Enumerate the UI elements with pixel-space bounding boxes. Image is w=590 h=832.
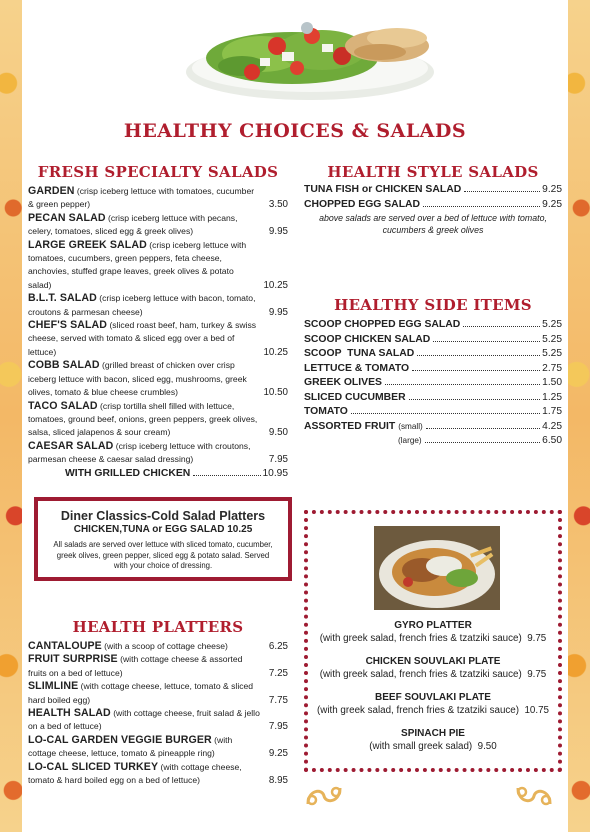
- greek-plates-box: [304, 510, 562, 772]
- dot-leader: [385, 384, 540, 385]
- menu-item: [28, 292, 288, 319]
- item-desc: (with cottage cheese & assorted fruits on a bed of lettuce): [28, 654, 243, 678]
- health-style-title: HEALTH STYLE SALADS: [327, 163, 539, 181]
- item-price: 9.50: [477, 740, 497, 752]
- health-platters-title: HEALTH PLATTERS: [72, 618, 244, 636]
- item-price: 8.95: [268, 775, 288, 787]
- item-price: 1.75: [542, 406, 562, 417]
- item-name: GREEK OLIVES: [304, 377, 382, 388]
- item-desc: (with greek salad, french fries & tzatziki sauce): [319, 632, 522, 644]
- item-name: SLICED CUCUMBER: [304, 391, 406, 403]
- item-name: GYRO PLATTER: [394, 620, 472, 631]
- item-price: 9.25: [542, 198, 562, 210]
- item-price: 7.95: [268, 454, 288, 466]
- item-desc: (crisp iceberg lettuce with pecans, celery, tomatoes, sliced egg & greek olives): [28, 212, 238, 237]
- item-name: TACO SALAD: [28, 399, 98, 412]
- greek-plate-item: [308, 692, 558, 717]
- dot-leader: [417, 355, 540, 356]
- item-price: 2.75: [542, 362, 562, 374]
- classics-title: Diner Classics-Cold Salad Platters: [60, 509, 266, 523]
- menu-item: [304, 405, 562, 420]
- dot-leader: [412, 370, 540, 371]
- item-desc: (crisp iceberg lettuce with tomatoes, cucumbers, green peppers, feta cheese, anchovies, stuffed grape leaves, greek olives & potato salad): [28, 239, 247, 290]
- menu-item: [28, 707, 288, 734]
- item-price: 1.50: [542, 377, 562, 388]
- item-price: 6.50: [542, 435, 562, 446]
- side-items-title: HEALTHY SIDE ITEMS: [334, 296, 532, 314]
- diner-classics-box: [34, 497, 292, 581]
- menu-item: [304, 198, 562, 213]
- menu-item: [304, 333, 562, 348]
- menu-item: [28, 359, 288, 399]
- menu-item: [304, 434, 562, 449]
- item-price: 10.25: [263, 346, 288, 358]
- dot-leader: [433, 341, 540, 342]
- item-name: SPINACH PIE: [401, 728, 465, 739]
- health-platters-section: [28, 618, 288, 787]
- item-price: 9.25: [268, 748, 288, 760]
- item-name: FRUIT SURPRISE: [28, 653, 118, 666]
- item-desc: (with greek salad, french fries & tzatziki sauce): [317, 704, 520, 716]
- menu-item: [28, 319, 288, 359]
- item-name: TOMATO: [304, 406, 348, 417]
- side-items-section: [304, 296, 562, 449]
- item-name: SLIMLINE: [28, 680, 79, 693]
- item-price: 5.25: [542, 333, 562, 345]
- item-price: 9.25: [542, 184, 562, 195]
- item-price: 5.25: [542, 348, 562, 359]
- item-name: B.L.T. SALAD: [28, 292, 97, 305]
- item-name: LO-CAL SLICED TURKEY: [28, 760, 159, 773]
- item-price: 10.25: [263, 279, 288, 291]
- item-price: 6.25: [268, 641, 288, 652]
- item-desc: (with a scoop of cottage cheese): [101, 641, 228, 651]
- item-desc: (with small greek salad): [369, 740, 473, 752]
- item-price: 9.95: [268, 306, 288, 318]
- menu-item: [304, 183, 562, 198]
- menu-item: [28, 680, 288, 707]
- item-desc: (with cottage cheese, fruit salad & jello on a bed of lettuce): [28, 708, 260, 732]
- menu-item: [28, 400, 288, 440]
- dot-leader: [351, 413, 540, 414]
- fresh-salads-section: [28, 163, 288, 481]
- menu-item: [28, 212, 288, 239]
- classics-note: All salads are served over lettuce with sliced tomato, cucumber, greek olives, green pepper, sliced egg & potato salad. Served with your choice of dressing.: [53, 540, 273, 570]
- item-name: CANTALOUPE: [28, 640, 102, 652]
- menu-item: [304, 391, 562, 406]
- classics-subtitle: CHICKEN,TUNA or EGG SALAD 10.25: [73, 524, 253, 535]
- item-price: 4.25: [542, 420, 562, 432]
- scroll-ornament-icon: [304, 782, 344, 810]
- menu-item: [304, 420, 562, 435]
- dot-leader: [463, 326, 540, 327]
- item-price: 9.75: [527, 632, 547, 644]
- item-name: LETTUCE & TOMATO: [304, 362, 410, 374]
- item-price: 3.50: [268, 199, 288, 211]
- item-desc: (grilled breast of chicken over crisp iceberg lettuce with bacon, sliced egg, mushrooms, greek olives, tomato & blue cheese crumbles): [28, 360, 247, 398]
- item-name: CHOPPED EGG SALAD: [304, 198, 421, 210]
- item-price: 1.25: [542, 391, 562, 403]
- item-desc: (with cottage cheese, lettuce, tomato & pineapple ring): [28, 734, 233, 759]
- item-price: 7.95: [268, 721, 288, 733]
- item-price: 9.75: [527, 668, 547, 680]
- menu-item: [304, 376, 562, 391]
- greek-plate-item: [308, 620, 558, 645]
- menu-item: [28, 653, 288, 680]
- dot-leader: [426, 428, 540, 429]
- menu-item: [304, 347, 562, 362]
- menu-item: [28, 440, 288, 467]
- health-style-note: above salads are served over a bed of lettuce with tomato, cucumbers & greek olives: [319, 213, 547, 235]
- item-name: CHICKEN SOUVLAKI PLATE: [365, 656, 501, 667]
- dot-leader: [409, 399, 541, 400]
- item-name: COBB SALAD: [28, 359, 100, 372]
- dot-leader: [425, 442, 541, 443]
- greek-plate-item: [308, 656, 558, 681]
- menu-item: [28, 761, 288, 788]
- dot-leader: [423, 206, 540, 207]
- item-name: ASSORTED FRUIT: [304, 420, 396, 432]
- fresh-salads-title: FRESH SPECIALTY SALADS: [37, 163, 279, 181]
- item-size: (large): [398, 436, 422, 445]
- item-price: 10.95: [262, 467, 288, 479]
- health-style-section: [304, 163, 562, 236]
- page-title: HEALTHY CHOICES & SALADS: [123, 120, 467, 142]
- item-name: PECAN SALAD: [28, 211, 106, 224]
- gyro-platter-photo: [374, 526, 500, 610]
- item-price: 5.25: [542, 319, 562, 330]
- menu-item: [28, 467, 288, 482]
- menu-item: [304, 318, 562, 333]
- menu-page: [22, 0, 568, 832]
- item-name: WITH GRILLED CHICKEN: [65, 467, 191, 479]
- item-name: SCOOP CHOPPED EGG SALAD: [304, 319, 461, 330]
- menu-item: [28, 734, 288, 761]
- scroll-ornament-icon: [514, 782, 554, 810]
- menu-item: [28, 185, 288, 212]
- item-name: SCOOP CHICKEN SALAD: [304, 333, 431, 345]
- item-desc: (with cottage cheese, tomato & hard boiled egg on a bed of lettuce): [28, 761, 242, 786]
- item-name: TUNA FISH or CHICKEN SALAD: [304, 184, 462, 195]
- item-price: 7.25: [268, 667, 288, 679]
- item-price: 9.50: [268, 427, 288, 439]
- item-size: (small): [398, 421, 423, 431]
- item-name: GARDEN: [28, 185, 75, 197]
- item-name: LARGE GREEK SALAD: [28, 238, 147, 251]
- item-name: SCOOP TUNA SALAD: [304, 348, 415, 359]
- item-desc: (sliced roast beef, ham, turkey & swiss cheese, served with tomato & sliced egg over a bed of lettuce): [28, 320, 257, 357]
- item-desc: (with cottage cheese, lettuce, tomato & sliced hard boiled egg): [28, 681, 254, 705]
- item-desc: (with greek salad, french fries & tzatziki sauce): [319, 668, 522, 680]
- menu-item: [28, 640, 288, 653]
- item-name: BEEF SOUVLAKI PLATE: [375, 692, 491, 703]
- dot-leader: [193, 475, 260, 476]
- menu-item: [304, 362, 562, 377]
- greek-plate-item: [308, 728, 558, 753]
- item-desc: (crisp iceberg lettuce with croutons, parmesan cheese & caesar salad dressing): [28, 440, 251, 465]
- salad-plate-image: [182, 6, 438, 106]
- dot-leader: [464, 191, 540, 192]
- item-price: 10.75: [524, 704, 549, 716]
- item-price: 7.75: [268, 694, 288, 706]
- item-name: LO-CAL GARDEN VEGGIE BURGER: [28, 733, 212, 746]
- item-name: CAESAR SALAD: [28, 439, 114, 452]
- floral-border-left: [0, 0, 22, 832]
- item-name: CHEF'S SALAD: [28, 319, 108, 332]
- item-desc: (crisp tortilla shell filled with lettuce, tomatoes, ground beef, onions, green peppers, greek olives, salsa, sliced jalapenos & sour cream): [28, 400, 258, 438]
- item-price: 9.95: [268, 226, 288, 238]
- floral-border-right: [568, 0, 590, 832]
- menu-item: [28, 239, 288, 293]
- item-desc: (crisp iceberg lettuce with bacon, tomato, croutons & parmesan cheese): [28, 293, 256, 317]
- item-desc: (crisp iceberg lettuce with tomatoes, cucumber & green pepper): [28, 186, 255, 210]
- item-price: 10.50: [263, 387, 288, 399]
- item-name: HEALTH SALAD: [28, 707, 111, 720]
